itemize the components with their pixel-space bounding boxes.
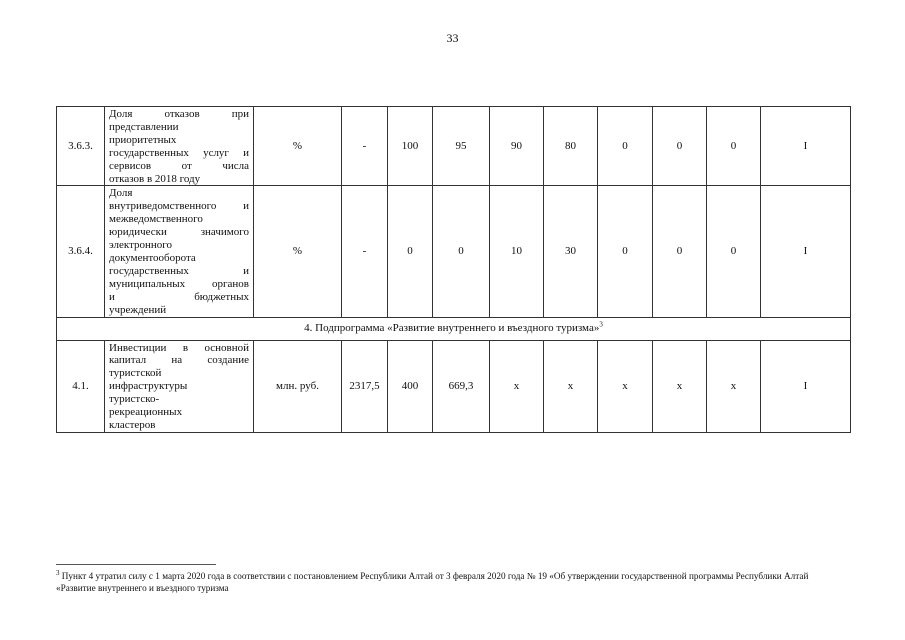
table-row [57, 107, 851, 186]
row-number: 4.1. [57, 340, 105, 432]
description-line: туристско- [109, 393, 160, 406]
value-cell: 0 [653, 107, 707, 186]
mark-cell: I [761, 107, 851, 186]
description-line: электронного [109, 239, 173, 252]
table-body-after [57, 340, 851, 432]
value-cell: х [707, 340, 761, 432]
value-cell: х [598, 340, 653, 432]
value-cell: 100 [388, 107, 433, 186]
value-cell: х [490, 340, 544, 432]
value-cell: 0 [598, 107, 653, 186]
section-footnote-ref: 3 [599, 320, 603, 329]
page-number: 33 [446, 31, 459, 45]
row-number: 3.6.4. [57, 186, 105, 317]
description-line: рекреационных [109, 406, 183, 419]
indicator-description [105, 186, 254, 317]
footnote-ref: 3 [56, 568, 60, 577]
footnote-divider [56, 564, 216, 565]
description-line: отказов в 2018 году [109, 172, 201, 185]
description-line: документооборота [109, 251, 196, 264]
value-cell: 0 [707, 186, 761, 317]
base-value-cell: - [342, 107, 388, 186]
unit-cell: % [254, 107, 342, 186]
base-value-cell: - [342, 186, 388, 317]
description-line: туристской [109, 367, 162, 380]
description-line: и бюджетных [109, 290, 249, 303]
description-line: межведомственного [109, 213, 203, 226]
description-line: муниципальных органов [109, 277, 249, 290]
table-row [57, 340, 851, 432]
unit-cell: млн. руб. [254, 340, 342, 432]
value-cell: х [653, 340, 707, 432]
value-cell: 30 [544, 186, 598, 317]
description-line: капитал на создание [109, 354, 249, 367]
value-cell: 80 [544, 107, 598, 186]
row-number: 3.6.3. [57, 107, 105, 186]
base-value-cell: 2317,5 [342, 340, 388, 432]
table-body-before [57, 107, 851, 318]
description-line: представлении [109, 120, 179, 133]
indicator-description [105, 107, 254, 186]
mark-cell: I [761, 186, 851, 317]
description-line: сервисов от числа [109, 159, 249, 172]
footnote-text: Пункт 4 утратил силу с 1 марта 2020 года в соответствии с постановлением Республики Алтай от 3 февраля 2020 года № 19 «Об утверждении государственной программы Республики Алтай «Развитие внутреннего и въездного туризма [56, 571, 809, 593]
indicator-description [105, 340, 254, 432]
value-cell: 669,3 [433, 340, 490, 432]
mark-cell: I [761, 340, 851, 432]
description-line: кластеров [109, 418, 156, 431]
description-line: инфраструктуры [109, 380, 188, 393]
description-line: юридически значимого [109, 226, 249, 239]
description-line: внутриведомственного и [109, 200, 249, 213]
value-cell: 95 [433, 107, 490, 186]
value-cell: 90 [490, 107, 544, 186]
section-cell [57, 317, 851, 340]
section-title: 4. Подпрограмма «Развитие внутреннего и въездного туризма» [304, 322, 600, 335]
description-line: учреждений [109, 303, 167, 316]
value-cell: 10 [490, 186, 544, 317]
description-line: Доля [109, 187, 133, 200]
value-cell: 0 [433, 186, 490, 317]
description-line: приоритетных [109, 133, 177, 146]
description-line: государственных услуг и [109, 146, 249, 159]
description-line: государственных и [109, 264, 249, 277]
footnote [56, 568, 850, 594]
unit-cell: % [254, 186, 342, 317]
section-body [57, 317, 851, 340]
indicators-table [56, 106, 851, 433]
value-cell: 0 [707, 107, 761, 186]
value-cell: 0 [598, 186, 653, 317]
value-cell: 0 [653, 186, 707, 317]
description-line: Доля отказов при [109, 108, 249, 120]
value-cell: х [544, 340, 598, 432]
table-row [57, 186, 851, 317]
value-cell: 0 [388, 186, 433, 317]
value-cell: 400 [388, 340, 433, 432]
description-line: Инвестиции в основной [109, 341, 249, 354]
section-row [57, 317, 851, 340]
